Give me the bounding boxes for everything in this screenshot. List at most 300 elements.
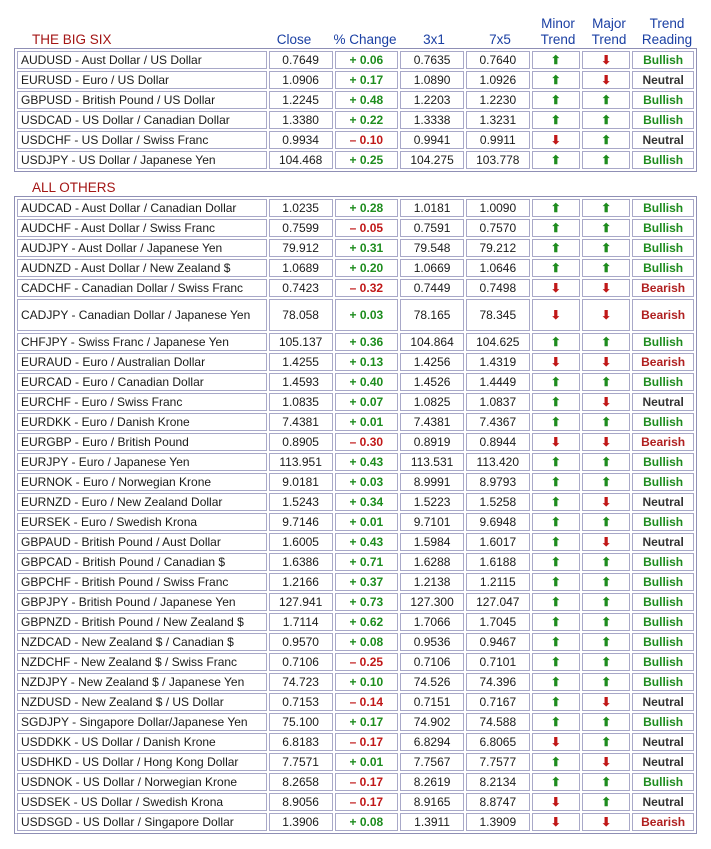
value-3x1: 0.7106 [400,653,464,671]
green-up-arrow-icon: ⬆ [550,575,561,589]
green-up-arrow-icon: ⬆ [601,261,612,275]
pair-name: EURGBP - Euro / British Pound [17,433,267,451]
minor-trend-cell [532,593,580,611]
major-trend-cell [582,813,630,831]
minor-trend-cell [532,713,580,731]
value-3x1: 113.531 [400,453,464,471]
trend-reading-value: Bullish [632,513,694,531]
major-trend-cell [582,733,630,751]
trend-reading-value: Bullish [632,151,694,169]
section-title-big-six: THE BIG SIX [32,32,112,47]
value-3x1: 74.902 [400,713,464,731]
column-header-major-trend-line2: Trend [591,32,627,47]
trend-reading-value: Bullish [632,773,694,791]
trend-reading-value: Bullish [632,199,694,217]
trend-reading-value: Bullish [632,613,694,631]
red-down-arrow-icon: ⬇ [550,795,561,809]
major-trend-cell [582,111,630,129]
green-up-arrow-icon: ⬆ [550,495,561,509]
minor-trend-cell [532,279,580,297]
value-7x5: 8.8747 [466,793,530,811]
minor-trend-cell [532,453,580,471]
value-3x1: 9.7101 [400,513,464,531]
minor-trend-cell [532,773,580,791]
table-row [17,453,694,471]
value-3x1: 1.6288 [400,553,464,571]
trend-reading-value: Bullish [632,373,694,391]
close-value: 0.8905 [269,433,333,451]
red-down-arrow-icon: ⬇ [550,355,561,369]
green-up-arrow-icon: ⬆ [550,241,561,255]
red-down-arrow-icon: ⬇ [601,281,612,295]
minor-trend-cell [532,813,580,831]
value-3x1: 104.864 [400,333,464,351]
column-header-pct-change: % Change [333,32,397,47]
trend-reading-value: Bullish [632,473,694,491]
value-7x5: 1.0646 [466,259,530,277]
green-up-arrow-icon: ⬆ [601,575,612,589]
value-3x1: 79.548 [400,239,464,257]
minor-trend-cell [532,493,580,511]
table-row [17,513,694,531]
table-row [17,413,694,431]
trend-reading-value: Neutral [632,131,694,149]
pair-name: CADCHF - Canadian Dollar / Swiss Franc [17,279,267,297]
trend-reading-value: Neutral [632,493,694,511]
minor-trend-cell [532,673,580,691]
value-3x1: 0.7591 [400,219,464,237]
value-7x5: 74.588 [466,713,530,731]
pair-name: EURJPY - Euro / Japanese Yen [17,453,267,471]
table-row [17,279,694,297]
major-trend-cell [582,653,630,671]
value-7x5: 79.212 [466,239,530,257]
close-value: 1.0906 [269,71,333,89]
major-trend-cell [582,219,630,237]
green-up-arrow-icon: ⬆ [601,241,612,255]
green-up-arrow-icon: ⬆ [601,335,612,349]
column-header-3x1: 3x1 [423,32,445,47]
minor-trend-cell [532,633,580,651]
value-3x1: 1.5984 [400,533,464,551]
major-trend-cell [582,131,630,149]
value-3x1: 1.7066 [400,613,464,631]
value-3x1: 8.9165 [400,793,464,811]
value-7x5: 8.2134 [466,773,530,791]
close-value: 1.3906 [269,813,333,831]
minor-trend-cell [532,219,580,237]
value-7x5: 127.047 [466,593,530,611]
value-3x1: 0.7635 [400,51,464,69]
green-up-arrow-icon: ⬆ [550,415,561,429]
value-7x5: 1.6017 [466,533,530,551]
table-row [17,219,694,237]
value-7x5: 1.0090 [466,199,530,217]
value-3x1: 1.4526 [400,373,464,391]
trend-reading-value: Bullish [632,111,694,129]
value-7x5: 0.7167 [466,693,530,711]
table-row [17,393,694,411]
green-up-arrow-icon: ⬆ [601,795,612,809]
green-up-arrow-icon: ⬆ [550,221,561,235]
close-value: 78.058 [269,299,333,331]
value-7x5: 0.8944 [466,433,530,451]
green-up-arrow-icon: ⬆ [601,635,612,649]
red-down-arrow-icon: ⬇ [601,435,612,449]
minor-trend-cell [532,573,580,591]
major-trend-cell [582,413,630,431]
pct-change-value: + 0.17 [335,713,399,731]
value-7x5: 1.4319 [466,353,530,371]
green-up-arrow-icon: ⬆ [550,113,561,127]
value-7x5: 1.2230 [466,91,530,109]
trend-reading-value: Bullish [632,219,694,237]
pct-change-value: + 0.40 [335,373,399,391]
close-value: 0.7153 [269,693,333,711]
close-value: 6.8183 [269,733,333,751]
value-3x1: 7.4381 [400,413,464,431]
value-7x5: 0.7640 [466,51,530,69]
pair-name: USDSGD - US Dollar / Singapore Dollar [17,813,267,831]
minor-trend-cell [532,91,580,109]
green-up-arrow-icon: ⬆ [550,655,561,669]
green-up-arrow-icon: ⬆ [601,775,612,789]
close-value: 9.7146 [269,513,333,531]
major-trend-cell [582,333,630,351]
major-trend-cell [582,553,630,571]
value-3x1: 127.300 [400,593,464,611]
value-3x1: 104.275 [400,151,464,169]
green-up-arrow-icon: ⬆ [601,615,612,629]
pct-change-value: – 0.05 [335,219,399,237]
green-up-arrow-icon: ⬆ [601,715,612,729]
close-value: 8.9056 [269,793,333,811]
major-trend-cell [582,71,630,89]
minor-trend-cell [532,51,580,69]
pair-name: AUDCHF - Aust Dollar / Swiss Franc [17,219,267,237]
pair-name: EURCHF - Euro / Swiss Franc [17,393,267,411]
table-row [17,633,694,651]
green-up-arrow-icon: ⬆ [550,555,561,569]
red-down-arrow-icon: ⬇ [550,735,561,749]
value-3x1: 7.7567 [400,753,464,771]
red-down-arrow-icon: ⬇ [601,308,612,322]
green-up-arrow-icon: ⬆ [550,595,561,609]
pct-change-value: + 0.22 [335,111,399,129]
pct-change-value: + 0.37 [335,573,399,591]
pct-change-value: – 0.17 [335,773,399,791]
close-value: 1.4593 [269,373,333,391]
table-row [17,593,694,611]
green-up-arrow-icon: ⬆ [550,695,561,709]
green-up-arrow-icon: ⬆ [601,201,612,215]
green-up-arrow-icon: ⬆ [550,615,561,629]
column-header-minor-trend-line2: Trend [540,32,576,47]
minor-trend-cell [532,413,580,431]
major-trend-cell [582,633,630,651]
minor-trend-cell [532,353,580,371]
value-7x5: 8.9793 [466,473,530,491]
trend-reading-value: Bearish [632,353,694,371]
column-header-major-trend [581,16,637,48]
red-down-arrow-icon: ⬇ [550,133,561,147]
pct-change-value: + 0.71 [335,553,399,571]
pct-change-value: – 0.32 [335,279,399,297]
value-7x5: 74.396 [466,673,530,691]
big-six-table [14,48,697,172]
close-value: 7.4381 [269,413,333,431]
green-up-arrow-icon: ⬆ [601,675,612,689]
close-value: 0.7423 [269,279,333,297]
value-7x5: 0.7570 [466,219,530,237]
section-title-all-others: ALL OTHERS [32,180,116,195]
close-value: 1.7114 [269,613,333,631]
close-value: 113.951 [269,453,333,471]
green-up-arrow-icon: ⬆ [601,475,612,489]
trend-reading-value: Neutral [632,71,694,89]
value-3x1: 0.7449 [400,279,464,297]
table-row [17,433,694,451]
green-up-arrow-icon: ⬆ [550,153,561,167]
close-value: 1.0235 [269,199,333,217]
pair-name: NZDJPY - New Zealand $ / Japanese Yen [17,673,267,691]
table-row [17,653,694,671]
minor-trend-cell [532,199,580,217]
close-value: 0.7106 [269,653,333,671]
close-value: 1.3380 [269,111,333,129]
table-row [17,813,694,831]
green-up-arrow-icon: ⬆ [601,735,612,749]
value-7x5: 0.7101 [466,653,530,671]
value-3x1: 1.0181 [400,199,464,217]
value-7x5: 103.778 [466,151,530,169]
pct-change-value: + 0.43 [335,453,399,471]
pair-name: SGDJPY - Singapore Dollar/Japanese Yen [17,713,267,731]
close-value: 1.6005 [269,533,333,551]
pct-change-value: + 0.03 [335,299,399,331]
pct-change-value: – 0.10 [335,131,399,149]
green-up-arrow-icon: ⬆ [601,375,612,389]
pair-name: USDSEK - US Dollar / Swedish Krona [17,793,267,811]
all-others-table [14,196,697,834]
green-up-arrow-icon: ⬆ [601,153,612,167]
column-header-major-trend-line1: Major [592,16,626,31]
column-header-trend-reading [636,16,698,48]
green-up-arrow-icon: ⬆ [550,635,561,649]
value-7x5: 78.345 [466,299,530,331]
pct-change-value: + 0.13 [335,353,399,371]
table-row [17,131,694,149]
trend-reading-value: Bullish [632,413,694,431]
red-down-arrow-icon: ⬇ [601,755,612,769]
green-up-arrow-icon: ⬆ [601,415,612,429]
pct-change-value: – 0.17 [335,733,399,751]
minor-trend-cell [532,653,580,671]
major-trend-cell [582,353,630,371]
close-value: 127.941 [269,593,333,611]
major-trend-cell [582,493,630,511]
value-3x1: 0.7151 [400,693,464,711]
green-up-arrow-icon: ⬆ [550,261,561,275]
green-up-arrow-icon: ⬆ [550,93,561,107]
pct-change-value: + 0.08 [335,813,399,831]
value-3x1: 0.8919 [400,433,464,451]
major-trend-cell [582,151,630,169]
pct-change-value: + 0.01 [335,753,399,771]
major-trend-cell [582,713,630,731]
trend-reading-value: Bearish [632,433,694,451]
green-up-arrow-icon: ⬆ [601,221,612,235]
trend-reading-value: Bearish [632,279,694,297]
trend-reading-value: Bullish [632,239,694,257]
column-header-minor-trend [530,16,586,48]
value-7x5: 0.9911 [466,131,530,149]
major-trend-cell [582,533,630,551]
trend-reading-value: Bullish [632,91,694,109]
red-down-arrow-icon: ⬇ [550,815,561,829]
trend-reading-value: Bullish [632,453,694,471]
pair-name: USDHKD - US Dollar / Hong Kong Dollar [17,753,267,771]
close-value: 1.2245 [269,91,333,109]
minor-trend-cell [532,613,580,631]
trend-reading-value: Bullish [632,259,694,277]
value-3x1: 1.0825 [400,393,464,411]
pct-change-value: + 0.43 [335,533,399,551]
value-7x5: 1.0926 [466,71,530,89]
pair-name: GBPUSD - British Pound / US Dollar [17,91,267,109]
close-value: 1.4255 [269,353,333,371]
pair-name: AUDUSD - Aust Dollar / US Dollar [17,51,267,69]
value-7x5: 1.3231 [466,111,530,129]
pair-name: EURDKK - Euro / Danish Krone [17,413,267,431]
green-up-arrow-icon: ⬆ [550,53,561,67]
major-trend-cell [582,51,630,69]
trend-reading-value: Neutral [632,733,694,751]
major-trend-cell [582,239,630,257]
minor-trend-cell [532,131,580,149]
green-up-arrow-icon: ⬆ [601,595,612,609]
major-trend-cell [582,259,630,277]
green-up-arrow-icon: ⬆ [550,375,561,389]
major-trend-cell [582,393,630,411]
close-value: 7.7571 [269,753,333,771]
major-trend-cell [582,693,630,711]
close-value: 0.9934 [269,131,333,149]
table-row [17,793,694,811]
green-up-arrow-icon: ⬆ [601,555,612,569]
value-3x1: 6.8294 [400,733,464,751]
column-header-close: Close [276,32,312,47]
major-trend-cell [582,433,630,451]
green-up-arrow-icon: ⬆ [550,535,561,549]
table-row [17,259,694,277]
pct-change-value: + 0.03 [335,473,399,491]
value-3x1: 1.2203 [400,91,464,109]
pct-change-value: + 0.25 [335,151,399,169]
column-header-minor-trend-line1: Minor [541,16,575,31]
table-row [17,493,694,511]
value-3x1: 1.0890 [400,71,464,89]
table-row [17,773,694,791]
minor-trend-cell [532,71,580,89]
value-7x5: 1.0837 [466,393,530,411]
pct-change-value: – 0.30 [335,433,399,451]
red-down-arrow-icon: ⬇ [601,815,612,829]
close-value: 1.2166 [269,573,333,591]
major-trend-cell [582,91,630,109]
pct-change-value: + 0.31 [335,239,399,257]
pair-name: GBPCAD - British Pound / Canadian $ [17,553,267,571]
pct-change-value: + 0.17 [335,71,399,89]
green-up-arrow-icon: ⬆ [601,93,612,107]
table-row [17,473,694,491]
all-others-table-body [17,199,694,831]
major-trend-cell [582,473,630,491]
table-row [17,613,694,631]
trend-reading-value: Neutral [632,793,694,811]
major-trend-cell [582,773,630,791]
pair-name: GBPNZD - British Pound / New Zealand $ [17,613,267,631]
pair-name: USDNOK - US Dollar / Norwegian Krone [17,773,267,791]
value-7x5: 6.8065 [466,733,530,751]
pct-change-value: + 0.36 [335,333,399,351]
pct-change-value: + 0.48 [335,91,399,109]
red-down-arrow-icon: ⬇ [550,281,561,295]
table-row [17,151,694,169]
pair-name: CADJPY - Canadian Dollar / Japanese Yen [17,299,267,331]
table-row [17,373,694,391]
green-up-arrow-icon: ⬆ [601,113,612,127]
pct-change-value: + 0.01 [335,513,399,531]
red-down-arrow-icon: ⬇ [550,435,561,449]
major-trend-cell [582,279,630,297]
pair-name: NZDCAD - New Zealand $ / Canadian $ [17,633,267,651]
close-value: 105.137 [269,333,333,351]
minor-trend-cell [532,239,580,257]
major-trend-cell [582,199,630,217]
pct-change-value: + 0.28 [335,199,399,217]
table-row [17,111,694,129]
close-value: 0.9570 [269,633,333,651]
pair-name: EURNOK - Euro / Norwegian Krone [17,473,267,491]
green-up-arrow-icon: ⬆ [601,455,612,469]
table-row [17,299,694,331]
value-7x5: 7.7577 [466,753,530,771]
value-3x1: 8.2619 [400,773,464,791]
value-3x1: 1.4256 [400,353,464,371]
table-row [17,713,694,731]
pct-change-value: + 0.10 [335,673,399,691]
value-7x5: 7.4367 [466,413,530,431]
pair-name: EURAUD - Euro / Australian Dollar [17,353,267,371]
table-row [17,553,694,571]
minor-trend-cell [532,513,580,531]
close-value: 75.100 [269,713,333,731]
pair-name: AUDCAD - Aust Dollar / Canadian Dollar [17,199,267,217]
major-trend-cell [582,513,630,531]
value-7x5: 0.9467 [466,633,530,651]
close-value: 1.0835 [269,393,333,411]
trend-reading-value: Bullish [632,713,694,731]
major-trend-cell [582,673,630,691]
value-7x5: 1.4449 [466,373,530,391]
value-3x1: 1.2138 [400,573,464,591]
pair-name: USDCAD - US Dollar / Canadian Dollar [17,111,267,129]
close-value: 79.912 [269,239,333,257]
close-value: 8.2658 [269,773,333,791]
pct-change-value: + 0.73 [335,593,399,611]
minor-trend-cell [532,333,580,351]
